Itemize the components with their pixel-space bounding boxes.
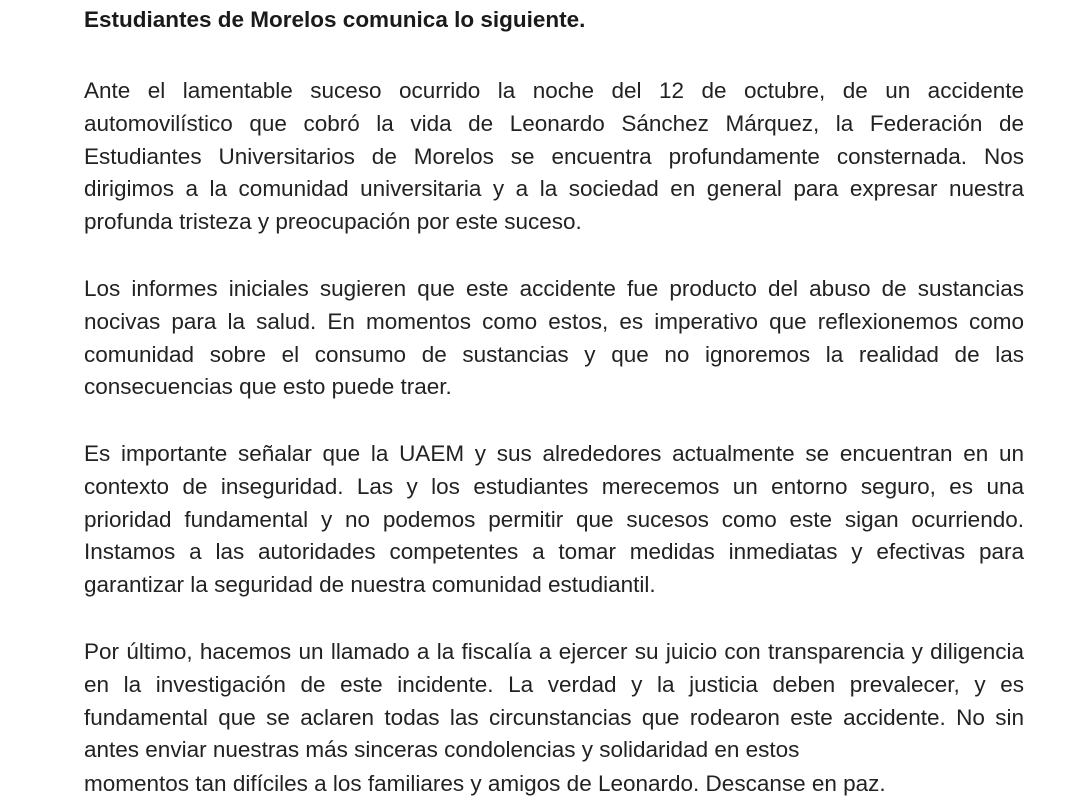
paragraph-insecurity: Es importante señalar que la UAEM y sus alrededores actualmente se encuentran en un contexto de inseguridad. Las y los estudiantes merecemos un entorno seguro, es una prioridad fundamental y no podemos permitir que sucesos como este sigan ocurriendo. Instamos a las autoridades competentes a tomar medidas inmediatas y efectivas para garantizar la seguridad de nuestra comunidad estudiantil. [84, 441, 1024, 598]
paragraph-substances: Los informes iniciales sugieren que este accidente fue producto del abuso de sustancias nocivas para la salud. En momentos como estos, es imperativo que reflexionemos como comunidad sobre el consumo de sustancias y que no ignoremos la realidad de las consecuencias que esto puede traer. [84, 276, 1024, 400]
paragraph-fiscalia: Por último, hacemos un llamado a la fiscalía a ejercer su juicio con transparencia y diligencia en la investigación de este incidente. La verdad y la justicia deben prevalecer, y es fundamental que se aclaren todas las circunstancias que rodearon este accidente. No sin antes enviar nuestras más sinceras condolencias y solidaridad en estos [84, 639, 1024, 763]
paragraph-accident: Ante el lamentable suceso ocurrido la noche del 12 de octubre, de un accidente automovilístico que cobró la vida de Leonardo Sánchez Márquez, la Federación de Estudiantes Universitarios de Morelos se encuentra profundamente consternada. Nos dirigimos a la comunidad universitaria y a la sociedad en general para expresar nuestra profunda tristeza y preocupación por este suceso. [84, 78, 1024, 235]
document-heading: Estudiantes de Morelos comunica lo siguiente. [84, 7, 586, 32]
paragraph-cut-off-line: momentos tan difíciles a los familiares y amigos de Leonardo. Descanse en paz. [84, 771, 886, 796]
document-page [84, 0, 1024, 796]
